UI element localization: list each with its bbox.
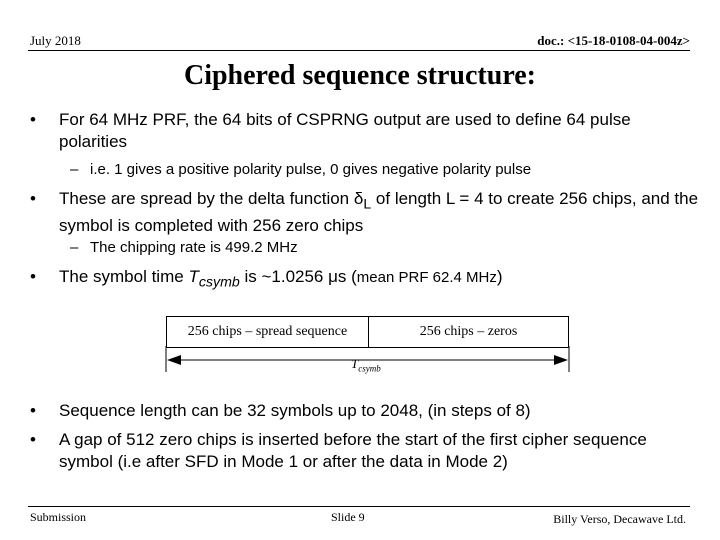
- header-date: July 2018: [30, 33, 81, 48]
- bullet-dot-icon: •: [30, 267, 36, 286]
- bullet-4-text: Sequence length can be 32 symbols up to 2048, (in steps of 8): [59, 401, 531, 420]
- footer-submission: Submission: [30, 510, 87, 524]
- bullet-2-text: These are spread by the delta function $\delta_L$ of length L = 4 to create 256 chips, and the symbol is completed with 256 zero chips: [59, 189, 699, 236]
- header-doc-id: doc.: <15-18-0108-04-004z>: [537, 33, 690, 48]
- subbullet-1-text: i.e. 1 gives a positive polarity pulse, 0 gives negative polarity pulse: [90, 161, 532, 178]
- slide-title: Ciphered sequence structure:: [183, 60, 537, 91]
- footer-author: Billy Verso, Decawave Ltd.: [553, 512, 686, 526]
- bullet-dot-icon: •: [30, 430, 36, 449]
- footer-rule: [28, 506, 690, 507]
- bullet-1-text: For 64 MHz PRF, the 64 bits of CSPRNG output are used to define 64 pulse polarities: [59, 110, 631, 151]
- subbullet-2-text: The chipping rate is 499.2 MHz: [90, 239, 298, 256]
- dash-icon: –: [70, 239, 79, 256]
- bullet-dot-icon: •: [30, 189, 36, 208]
- tcsymb-label: $T_{csymb}$: [351, 356, 381, 374]
- segment-spread-sequence: 256 chips – spread sequence: [166, 316, 369, 348]
- bullet-dot-icon: •: [30, 110, 36, 129]
- dash-icon: –: [70, 161, 79, 178]
- bullet-5-text: A gap of 512 zero chips is inserted before the start of the first cipher sequence symbol (i.e after SFD in Mode 1 or after the data in Mode 2): [59, 430, 647, 471]
- delta-subscript: L: [363, 196, 372, 213]
- segment-zeros: 256 chips – zeros: [368, 316, 569, 348]
- bullet-dot-icon: •: [30, 401, 36, 420]
- footer-slide-number: Slide 9: [331, 510, 365, 524]
- bullet-3-text: The symbol time $T_{csymb}$ is ~1.0256 μs (mean PRF 62.4 MHz): [59, 267, 503, 291]
